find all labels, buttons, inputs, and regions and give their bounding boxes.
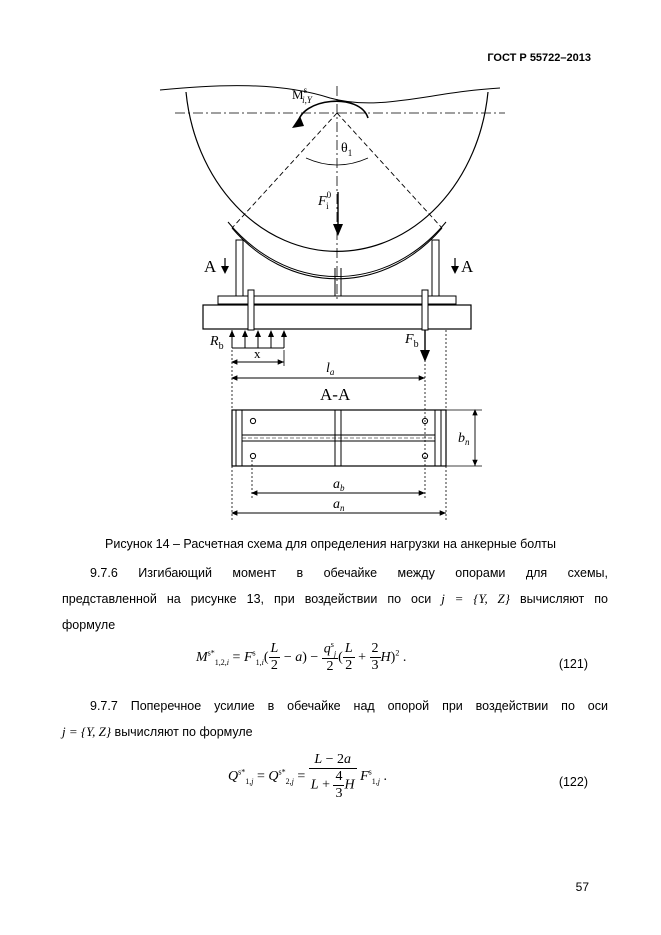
reaction-label: $R_b$ — [210, 334, 224, 352]
p1-line3: формуле — [62, 618, 116, 632]
paragraph-9-7-7 — [62, 693, 608, 745]
p1-line2: представленной на рисунке 13, при воздействии по оси j = {Y, Z} вычисляют по — [62, 591, 608, 606]
vessel-break-line — [160, 86, 500, 103]
ab-dimension-label: $a_b$ — [333, 477, 345, 493]
section-mark-right: A — [461, 257, 474, 276]
moment-label: $M^s$ i,Y — [292, 85, 312, 105]
equation-number-122: (122) — [558, 775, 588, 789]
document-header: ГОСТ Р 55722–2013 — [487, 52, 591, 64]
p2-line1: 9.7.7 Поперечное усилие в обечайке над опорой при воздействии по оси — [90, 699, 608, 713]
formula-121: $M^{s*}_{1,2,i} = F^s_{1,i}$( $\frac{L}{2}$ − a) − $\frac{q^s_j}{2}$ ( $\frac{L}{2}$ + $\frac{2}{3}$ H)$^2$ . — [196, 640, 407, 675]
la-dimension-label: $l_a$ — [326, 361, 335, 377]
theta-line-left — [232, 113, 337, 228]
figure-caption: Рисунок 14 – Расчетная схема для определения нагрузки на анкерные болты — [105, 537, 556, 551]
bn-dimension-label: $b_n$ — [458, 431, 470, 447]
formula-122: $Q^{s*}_{1,j} = Q^{s*}_{2,j}$ = L − 2a L + $\frac{4}{3}$ H $F^s_{1,j}$ . — [228, 752, 388, 801]
force-label: $F^0$ i — [318, 190, 332, 211]
bolt-left — [248, 290, 254, 330]
paragraph-9-7-6 — [62, 560, 608, 638]
foundation — [203, 305, 471, 329]
saddle-leg-right — [432, 240, 439, 296]
section-title: A-A — [320, 385, 351, 404]
equation-number-121: (121) — [558, 657, 588, 671]
section-mark-left: A — [204, 257, 217, 276]
theta-line-right — [337, 113, 442, 228]
bolt-right — [422, 290, 428, 330]
page-number: 57 — [575, 880, 589, 894]
theta-label: $\theta_1$ — [341, 141, 353, 158]
p1-line1: 9.7.6 Изгибающий момент в обечайке между опорами для схемы, — [90, 566, 608, 580]
saddle-leg-left — [236, 240, 243, 296]
bolt-force-label: $F_b$ — [405, 332, 419, 350]
x-dimension-label: x — [254, 346, 261, 361]
an-dimension-label: $a_n$ — [333, 497, 345, 513]
p2-line2: j = {Y, Z} вычисляют по формуле — [62, 724, 253, 739]
